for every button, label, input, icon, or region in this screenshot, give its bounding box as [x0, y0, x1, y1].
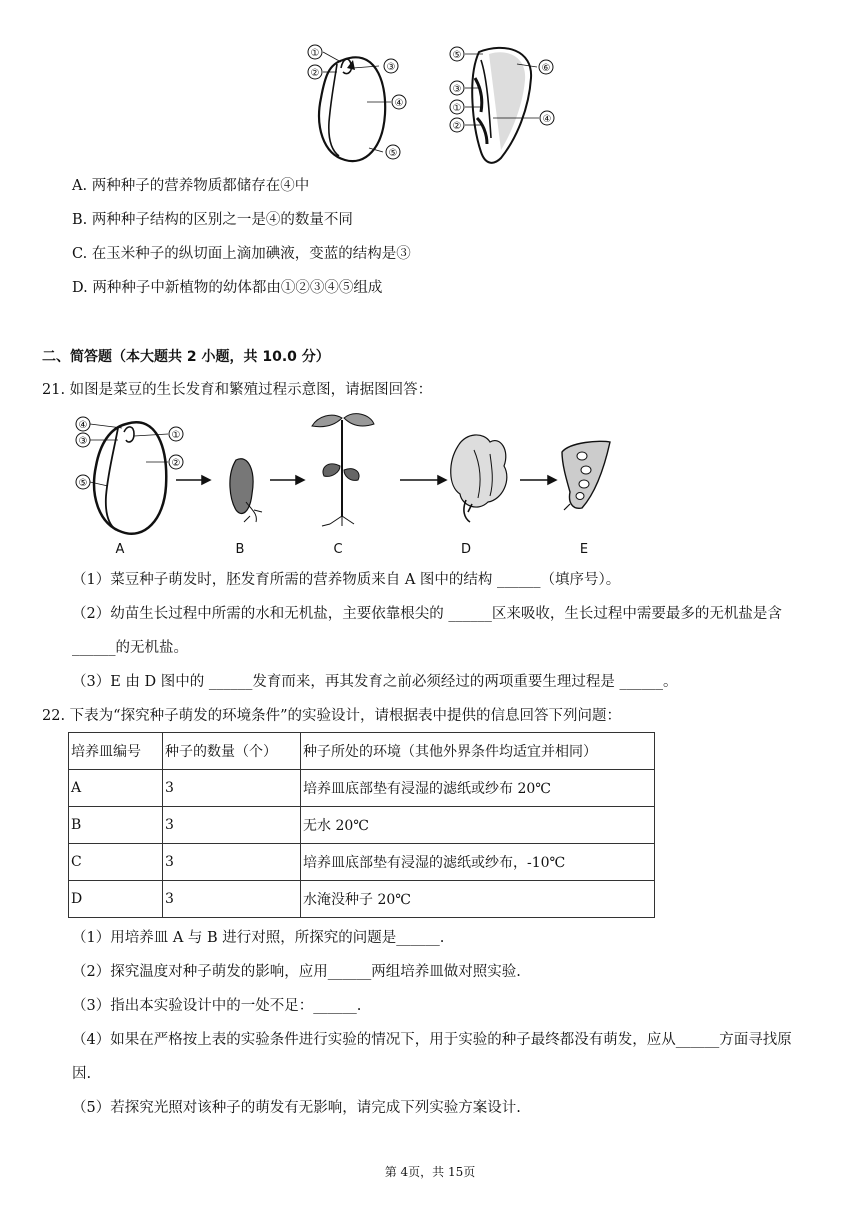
table-cell: 培养皿底部垫有浸湿的滤纸或纱布，-10℃	[301, 844, 655, 881]
option-text: 两种种子结构的区别之一是④的数量不同	[91, 212, 353, 228]
svg-text:④: ④	[78, 420, 88, 431]
table-row	[69, 770, 655, 807]
q22-sub3: （3）指出本实验设计中的一处不足：______.	[72, 998, 362, 1014]
q22-sub2: （2）探究温度对种子萌发的影响，应用______两组培养皿做对照实验.	[72, 964, 521, 980]
option-text: 在玉米种子的纵切面上滴加碘液，变蓝的结构是③	[91, 246, 411, 262]
svg-text:④: ④	[394, 98, 404, 109]
table-header-row	[69, 733, 655, 770]
svg-text:D: D	[460, 542, 472, 557]
svg-text:④: ④	[542, 114, 552, 125]
option-letter: A.	[72, 178, 88, 194]
table-cell: C	[69, 844, 163, 881]
svg-text:②: ②	[310, 68, 320, 79]
table-cell: B	[69, 807, 163, 844]
svg-text:C: C	[333, 542, 343, 557]
table-header-cell: 培养皿编号	[69, 733, 163, 770]
q22-stem: 22. 下表为“探究种子萌发的环境条件”的实验设计，请根据表中提供的信息回答下列问题：	[42, 708, 621, 724]
experiment-table	[68, 732, 655, 918]
option-letter: C.	[72, 246, 88, 262]
q22-sub1: （1）用培养皿 A 与 B 进行对照，所探究的问题是______.	[72, 930, 445, 946]
svg-text:⑥: ⑥	[541, 63, 551, 74]
option-letter: D.	[72, 280, 88, 296]
page-footer: 第 4页，共 15页	[384, 1165, 476, 1179]
table-cell: A	[69, 770, 163, 807]
svg-text:②: ②	[171, 458, 181, 469]
svg-text:③: ③	[78, 436, 88, 447]
svg-text:③: ③	[386, 62, 396, 73]
seed-structure-figure	[295, 38, 570, 170]
option-text: 两种种子的营养物质都储存在④中	[91, 178, 310, 194]
table-header-cell: 种子的数量（个）	[163, 733, 301, 770]
svg-text:E: E	[579, 542, 589, 557]
option-text: 两种种子中新植物的幼体都由①②③④⑤组成	[92, 280, 383, 296]
q21-sub3: （3）E 由 D 图中的 ______发育而来，再其发育之前必须经过的两项重要生理过程是 ______。	[72, 674, 678, 690]
bean-growth-figure	[70, 410, 630, 560]
q20-option-b	[72, 210, 353, 230]
table-cell: 3	[163, 807, 301, 844]
table-cell: 3	[163, 770, 301, 807]
option-letter: B.	[72, 212, 88, 228]
svg-text:①: ①	[310, 48, 320, 59]
table-cell: D	[69, 881, 163, 918]
table-cell: 3	[163, 844, 301, 881]
q22-sub5: （5）若探究光照对该种子的萌发有无影响，请完成下列实验方案设计.	[72, 1100, 521, 1116]
table-cell: 培养皿底部垫有浸湿的滤纸或纱布 20℃	[301, 770, 655, 807]
q20-option-d	[72, 278, 382, 298]
svg-text:③: ③	[452, 84, 462, 95]
svg-text:②: ②	[452, 121, 462, 132]
q21-sub2-line1: （2）幼苗生长过程中所需的水和无机盐，主要依靠根尖的 ______区来吸收，生长过程中需要最多的无机盐是含	[72, 606, 782, 622]
svg-text:①: ①	[171, 430, 181, 441]
q21-sub1: （1）菜豆种子萌发时，胚发育所需的营养物质来自 A 图中的结构 ______（填序号）。	[72, 572, 621, 588]
svg-text:⑤: ⑤	[452, 50, 462, 61]
q20-option-a	[72, 176, 309, 196]
table-cell: 3	[163, 881, 301, 918]
section-heading: 二、简答题（本大题共 2 小题，共 10.0 分）	[42, 349, 330, 365]
svg-text:B: B	[235, 542, 245, 557]
svg-text:A: A	[115, 542, 125, 557]
table-row	[69, 807, 655, 844]
svg-text:⑤: ⑤	[388, 148, 398, 159]
q22-sub4-line1: （4）如果在严格按上表的实验条件进行实验的情况下，用于实验的种子最终都没有萌发，应从______方面寻找原	[72, 1032, 792, 1048]
table-cell: 无水 20℃	[301, 807, 655, 844]
bean-seed-outline	[319, 57, 385, 161]
svg-text:⑤: ⑤	[78, 478, 88, 489]
q21-sub2-line2: ______的无机盐。	[72, 640, 188, 656]
table-cell: 水淹没种子 20℃	[301, 881, 655, 918]
table-header-cell: 种子所处的环境（其他外界条件均适宜并相同）	[301, 733, 655, 770]
q22-sub4-line2: 因.	[72, 1066, 92, 1082]
table-row	[69, 844, 655, 881]
table-row	[69, 881, 655, 918]
svg-text:①: ①	[452, 103, 462, 114]
q20-option-c	[72, 244, 411, 264]
q21-stem: 21. 如图是菜豆的生长发育和繁殖过程示意图，请据图回答：	[42, 382, 433, 398]
